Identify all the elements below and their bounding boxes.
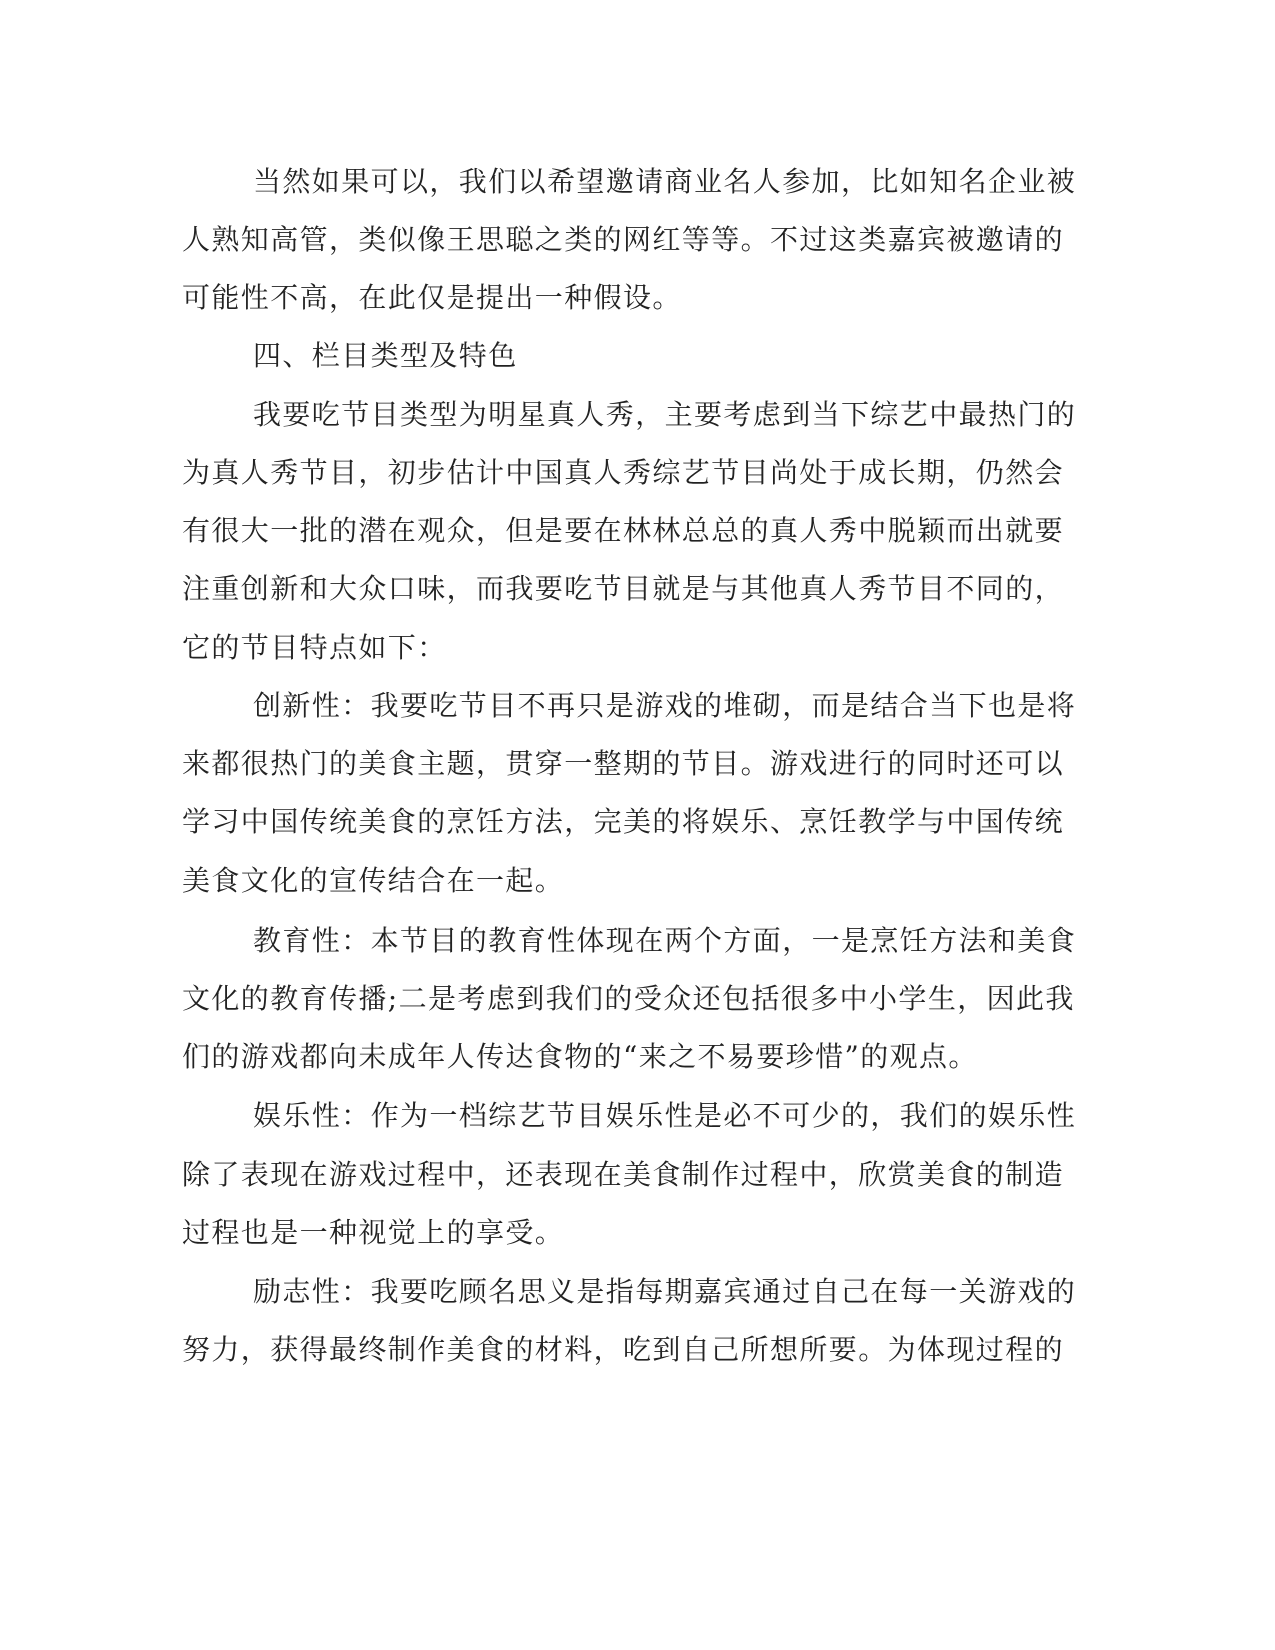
section-heading: 四、栏目类型及特色 (253, 339, 518, 372)
paragraph-line: 努力，获得最终制作美食的材料，吃到自己所想所要。为体现过程的 (182, 1333, 1065, 1366)
paragraph-line: 来都很热门的美食主题，贯穿一整期的节目。游戏进行的同时还可以 (182, 747, 1065, 780)
paragraph-line: 除了表现在游戏过程中，还表现在美食制作过程中，欣赏美食的制造 (182, 1158, 1065, 1191)
paragraph-line: 注重创新和大众口味，而我要吃节目就是与其他真人秀节目不同的， (182, 572, 1065, 605)
paragraph-line: 过程也是一种视觉上的享受。 (182, 1216, 565, 1249)
paragraph-line: 教育性：本节目的教育性体现在两个方面，一是烹饪方法和美食 (253, 924, 1077, 957)
paragraph-line: 创新性：我要吃节目不再只是游戏的堆砌，而是结合当下也是将 (253, 689, 1077, 722)
paragraph-line: 有很大一批的潜在观众，但是要在林林总总的真人秀中脱颖而出就要 (182, 514, 1065, 547)
paragraph-line: 学习中国传统美食的烹饪方法，完美的将娱乐、烹饪教学与中国传统 (182, 805, 1065, 838)
paragraph-line: 们的游戏都向未成年人传达食物的“来之不易要珍惜”的观点。 (182, 1040, 978, 1073)
paragraph-line: 它的节目特点如下： (182, 631, 447, 664)
paragraph-line: 美食文化的宣传结合在一起。 (182, 864, 565, 897)
paragraph-line: 当然如果可以，我们以希望邀请商业名人参加，比如知名企业被 (253, 165, 1077, 198)
paragraph-line: 励志性：我要吃顾名思义是指每期嘉宾通过自己在每一关游戏的 (253, 1275, 1077, 1308)
paragraph-line: 人熟知高管，类似像王思聪之类的网红等等。不过这类嘉宾被邀请的 (182, 223, 1065, 256)
paragraph-line: 我要吃节目类型为明星真人秀，主要考虑到当下综艺中最热门的 (253, 398, 1077, 431)
paragraph-line: 为真人秀节目，初步估计中国真人秀综艺节目尚处于成长期，仍然会 (182, 456, 1065, 489)
paragraph-line: 可能性不高，在此仅是提出一种假设。 (182, 281, 682, 314)
paragraph-line: 娱乐性：作为一档综艺节目娱乐性是必不可少的，我们的娱乐性 (253, 1099, 1077, 1132)
paragraph-line: 文化的教育传播;二是考虑到我们的受众还包括很多中小学生，因此我 (182, 982, 1075, 1015)
